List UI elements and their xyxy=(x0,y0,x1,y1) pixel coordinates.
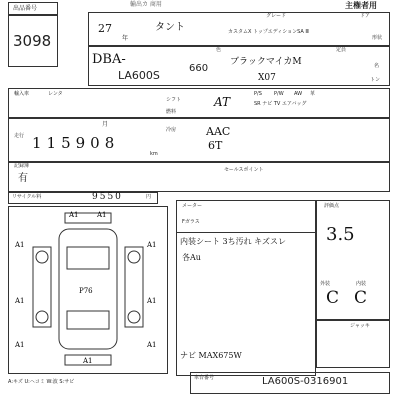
nav-note: ナビ MAX675W xyxy=(180,351,242,360)
score-header: 評価点 xyxy=(324,203,340,209)
door-unit: 形状 xyxy=(372,35,383,41)
note-line-1: 内装シート 3ち汚れ キズスレ xyxy=(180,237,287,246)
lot-number: 3098 xyxy=(13,32,52,50)
extra-value: 6T xyxy=(208,139,223,152)
car-diagram xyxy=(9,207,167,373)
int-grade: C xyxy=(354,288,368,308)
legend-text: A:キズ U:ヘコミ W:波 S:サビ xyxy=(8,379,75,385)
recycle-label: リサイクル料 xyxy=(12,194,42,200)
damage-mark: A1 xyxy=(97,211,107,219)
color-label: 色 xyxy=(216,47,222,53)
equipment-4: 革 xyxy=(310,91,316,97)
model-code: LA600S xyxy=(118,69,160,82)
damage-mark: A1 xyxy=(15,297,25,305)
int-label: 内装 xyxy=(356,281,367,287)
damage-mark: A1 xyxy=(15,341,25,349)
owner-label: 主権者用 xyxy=(345,1,377,10)
score-value: 3.5 xyxy=(326,224,355,245)
glass-label: Fガラス xyxy=(182,219,200,225)
mileage-value: 115908 xyxy=(32,134,120,152)
ext-grade: C xyxy=(326,288,340,308)
year-value: 27 xyxy=(98,22,112,35)
pad-label: ジャッキ xyxy=(350,323,370,329)
shift-value: AT xyxy=(214,95,231,109)
mileage-unit: km xyxy=(150,151,158,157)
fuel-label: 燃料 xyxy=(166,109,177,115)
chassis-label: 車台番号 xyxy=(194,375,215,381)
damage-mark: A1 xyxy=(83,357,93,365)
damage-mark: A1 xyxy=(69,211,79,219)
meter-label: メーター xyxy=(182,203,203,209)
damage-mark: P76 xyxy=(79,287,93,295)
row-shift-equipment xyxy=(8,88,390,118)
model-name: タント xyxy=(155,22,185,33)
ac-label: 冷房 xyxy=(166,127,177,133)
capacity-label: 定員 xyxy=(336,47,347,53)
car-diagram-box xyxy=(8,206,168,374)
color-code: X07 xyxy=(258,73,276,83)
damage-mark: A1 xyxy=(147,297,157,305)
recycle-amount: 9550 xyxy=(92,192,123,202)
notes-divider xyxy=(176,232,316,233)
grade-value: カスタムX トップエディションSA Ⅲ xyxy=(228,29,309,35)
displacement: 660 xyxy=(189,63,209,74)
shift-label: シフト xyxy=(166,97,182,103)
load-unit: トン xyxy=(370,77,381,83)
lot-number-box xyxy=(8,15,58,67)
recycle-unit: 円 xyxy=(146,194,152,200)
sales-point-label: セールスポイント xyxy=(224,167,264,173)
year-unit: 年 xyxy=(122,35,129,42)
equipment-3: AW xyxy=(294,91,303,97)
chassis-number: LA600S-0316901 xyxy=(262,376,349,387)
note-line-2: 各Au xyxy=(182,253,201,262)
options-text: SR ナビ TV エアバッグ xyxy=(254,101,307,107)
inspection-notes-box xyxy=(176,200,316,376)
color-value: ブラックマイカM xyxy=(230,57,302,67)
rental-label: レンタ xyxy=(48,91,63,97)
ext-label: 外装 xyxy=(320,281,331,287)
mileage-label: 走行 xyxy=(14,133,25,139)
row-records xyxy=(8,162,390,192)
lot-label: 出品番号 xyxy=(13,5,38,12)
damage-mark: A1 xyxy=(147,341,157,349)
sheet-title: 輸出カ 商用 xyxy=(130,1,162,8)
equipment-1: P/S xyxy=(254,91,262,97)
lot-label-box xyxy=(8,2,58,15)
import-label: 輸入車 xyxy=(14,91,30,97)
grade-label: グレード xyxy=(266,13,287,19)
record-value: 有 xyxy=(18,173,28,184)
equipment-2: P/W xyxy=(274,91,284,97)
month-unit: 月 xyxy=(102,121,109,128)
damage-mark: A1 xyxy=(147,241,157,249)
capacity-unit: 名 xyxy=(374,63,380,69)
ac-value: AAC xyxy=(206,125,231,138)
model-code-prefix: DBA- xyxy=(92,52,126,67)
damage-mark: A1 xyxy=(15,241,25,249)
door-label: ドア xyxy=(360,13,370,19)
record-label: 記録簿 xyxy=(14,163,30,169)
